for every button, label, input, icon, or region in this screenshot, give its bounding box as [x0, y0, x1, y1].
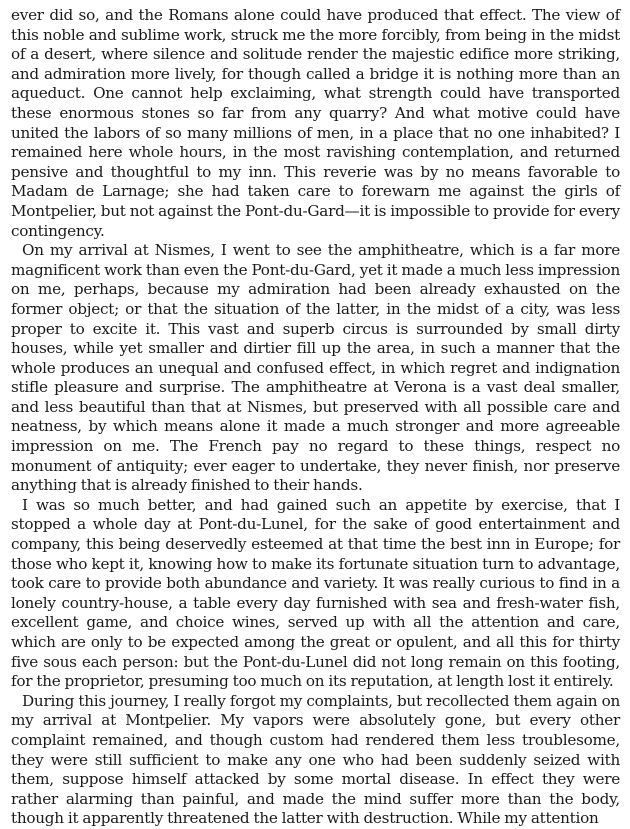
paragraph-pont-du-gard: ever did so, and the Romans alone could have produced that effect. The view of this noble and sublime work, struck me the more forcibly, from being in the midst of a desert, where silence and solitude render the majestic edifice more striking, and admiration more lively, for though called a bridge it is nothing more than an aqueduct. One cannot help exclaiming, what strength could have transported these enormous stones so far from any quarry? And what motive could have united the labors of so many millions of men, in a place that no one inhabited? I remained here whole hours, in the most ravishing contemplation, and returned pensive and thoughtful to my inn. This reverie was by no means favorable to Madam de Larnage; she had taken care to forewarn me against the girls of Montpelier, but not against the Pont-du-Gard—it is impossible to provide for every contingency.: [11, 6, 620, 240]
paragraph-montpelier-arrival: During this journey, I really forgot my complaints, but recollected them again on my arrival at Montpelier. My vapors were absolutely gone, but every other complaint remained, and though custom had rendered them less troublesome, they were still sufficient to make any one who had been suddenly seized with them, suppose himself attacked by some mortal disease. In effect they were rather alarming than painful, and made the mind suffer more than the body, though it apparently threatened the latter with destruction. While my attention: [11, 691, 620, 828]
paragraph-pont-du-lunel: I was so much better, and had gained such an appetite by exercise, that I stopped a whole day at Pont-du-Lunel, for the sake of good entertainment and company, this being deservedly esteemed at that time the best inn in Europe; for those who kept it, knowing how to make its fortunate situation turn to advantage, took care to provide both abundance and variety. It was really curious to find in a lonely country-house, a table every day furnished with sea and fresh-water fish, excellent game, and choice wines, served up with all the attention and care, which are only to be expected among the great or opulent, and all this for thirty five sous each person: but the Pont-du-Lunel did not long remain on this footing, for the proprietor, presuming too much on its reputation, at length lost it entirely.: [11, 495, 620, 691]
paragraph-nismes-amphitheatre: On my arrival at Nismes, I went to see the amphitheatre, which is a far more magnificent work than even the Pont-du-Gard, yet it made a much less impression on me, perhaps, because my admiration had been already exhausted on the former object; or that the situation of the latter, in the midst of a city, was less proper to excite it. This vast and superb circus is surrounded by small dirty houses, while yet smaller and dirtier fill up the area, in such a manner that the whole produces an unequal and confused effect, in which regret and indignation stifle pleasure and surprise. The amphitheatre at Verona is a vast deal smaller, and less beautiful than that at Nismes, but preserved with all possible care and neatness, by which means alone it made a much stronger and more agreeable impression on me. The French pay no regard to these things, respect no monument of antiquity; ever eager to undertake, they never finish, nor preserve anything that is already finished to their hands.: [11, 241, 620, 495]
